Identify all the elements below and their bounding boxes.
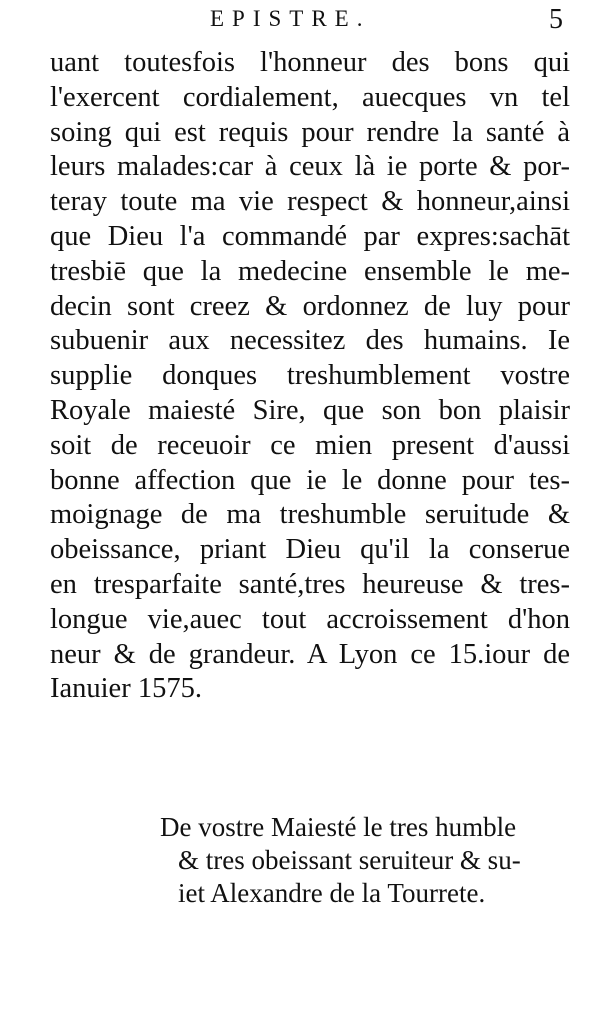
text-line: tresbiē que la medecine ensemble le me-	[50, 255, 570, 287]
text-line: en tresparfaite santé,tres heureuse & tres-	[50, 568, 570, 600]
text-line: que Dieu l'a commandé par expres:sachāt	[50, 220, 570, 252]
signature-block	[160, 811, 572, 910]
text-line: supplie donques treshumblement vostre	[50, 360, 570, 392]
text-line: obeissance, priant Dieu qu'il la conserue	[50, 534, 570, 566]
page-number: 5	[549, 4, 563, 35]
running-title: EPISTRE.	[210, 6, 371, 31]
text-line-date: Ianuier 1575.	[50, 673, 202, 705]
text-line: soit de receuoir ce mien present d'aussi	[50, 429, 570, 461]
text-line: neur & de grandeur. A Lyon ce 15.iour de	[50, 638, 570, 670]
text-line: uant toutesfois l'honneur des bons qui	[50, 47, 570, 78]
text-line: teray toute ma vie respect & honneur,ainsi	[50, 186, 570, 218]
text-line: bonne affection que ie le donne pour tes-	[50, 464, 570, 496]
running-head	[0, 6, 591, 36]
text-line: subuenir aux necessitez des humains. Ie	[50, 325, 570, 357]
epistle-body	[50, 46, 570, 707]
text-line: decin sont creez & ordonnez de luy pour	[50, 290, 570, 322]
text-line: l'exercent cordialement, auecques vn tel	[50, 81, 570, 113]
text-line: moignage de ma treshumble seruitude &	[50, 499, 570, 531]
signature-line: iet Alexandre de la Tourrete.	[178, 878, 486, 908]
signature-line: De vostre Maiesté le tres humble	[160, 812, 517, 842]
text-line: Royale maiesté Sire, que son bon plaisir	[50, 394, 570, 426]
text-line: leurs malades:car à ceux là ie porte & por-	[50, 151, 570, 183]
text-line: soing qui est requis pour rendre la santé à	[50, 116, 570, 148]
text-line: longue vie,auec tout accroissement d'hon	[50, 603, 570, 635]
signature-line: & tres obeissant seruiteur & su-	[178, 845, 521, 875]
